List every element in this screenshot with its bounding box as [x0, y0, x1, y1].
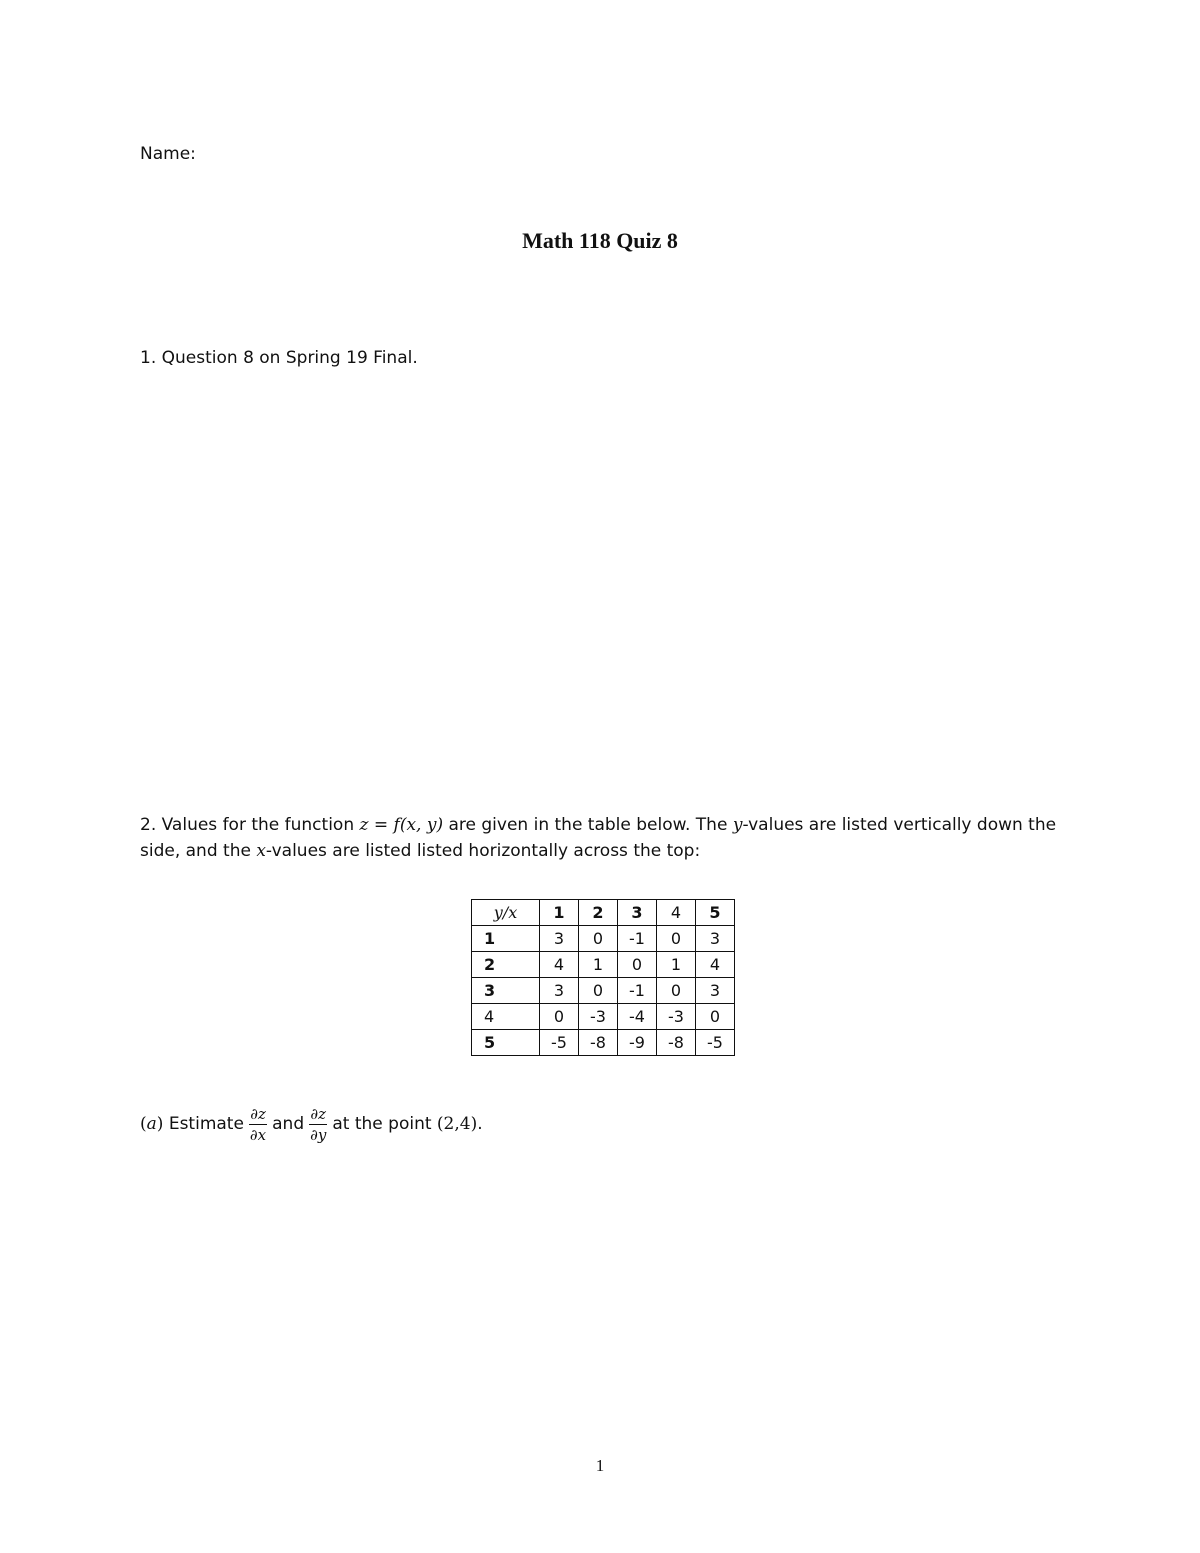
table-row: [472, 1030, 735, 1056]
table-cell: -1: [618, 978, 657, 1004]
part-a-label-close: ): [156, 1114, 164, 1134]
table-cell: -5: [540, 1030, 579, 1056]
table-cell: 4: [696, 952, 735, 978]
table-row: [472, 926, 735, 952]
table-cell: -3: [579, 1004, 618, 1030]
fraction-numerator: ∂z: [250, 1104, 266, 1123]
part-a-estimate: Estimate: [163, 1114, 244, 1134]
fraction-bar: [309, 1124, 327, 1125]
table-cell: -8: [657, 1030, 696, 1056]
part-a-point: (2,4): [436, 1114, 478, 1134]
table-col-header: 5: [696, 900, 735, 926]
table-cell: 0: [540, 1004, 579, 1030]
var-y: y: [732, 815, 743, 835]
table-cell: -3: [657, 1004, 696, 1030]
table-cell: 3: [696, 978, 735, 1004]
fraction-bar: [249, 1124, 267, 1125]
table-row-header: 1: [472, 926, 540, 952]
part-a-label-open: (: [140, 1114, 147, 1134]
func-f: f: [393, 815, 400, 835]
table-corner-cell: y/x: [472, 900, 540, 926]
question-2-text-4: -values are listed listed horizontally across the top:: [265, 841, 701, 861]
table-cell: 4: [540, 952, 579, 978]
table-col-header: 1: [540, 900, 579, 926]
table-cell: -1: [618, 926, 657, 952]
table-cell: 0: [579, 926, 618, 952]
table-row-header: 2: [472, 952, 540, 978]
table-cell: -5: [696, 1030, 735, 1056]
name-label: Name:: [140, 144, 196, 164]
table-cell: -8: [579, 1030, 618, 1056]
equals-sign: =: [368, 815, 394, 835]
table-row-header: 4: [472, 1004, 540, 1030]
table-cell: 0: [696, 1004, 735, 1030]
question-2-text-1: 2. Values for the function: [140, 815, 360, 835]
table-cell: 0: [579, 978, 618, 1004]
table-header-row: [472, 900, 735, 926]
fraction-denominator: ∂x: [249, 1125, 267, 1144]
table-row-header: 3: [472, 978, 540, 1004]
table-cell: -4: [618, 1004, 657, 1030]
var-x: x: [256, 841, 266, 861]
table-cell: 0: [657, 978, 696, 1004]
func-args: (x, y): [399, 815, 444, 835]
part-a-at-point: at the point: [332, 1114, 437, 1134]
table-col-header: 2: [579, 900, 618, 926]
table-cell: 1: [657, 952, 696, 978]
fraction-denominator: ∂y: [310, 1125, 327, 1144]
question-1: 1. Question 8 on Spring 19 Final.: [140, 348, 418, 368]
fraction-numerator: ∂z: [310, 1104, 327, 1123]
page-number: 1: [595, 1456, 605, 1475]
part-a-period: .: [477, 1114, 483, 1134]
table-cell: 0: [618, 952, 657, 978]
table-row: [472, 952, 735, 978]
table-row-header: 5: [472, 1030, 540, 1056]
question-2-text-2: are given in the table below. The: [443, 815, 733, 835]
table-cell: 0: [657, 926, 696, 952]
table-cell: 3: [696, 926, 735, 952]
table-cell: -9: [618, 1030, 657, 1056]
table-col-header: 4: [657, 900, 696, 926]
partial-z-x-fraction: [249, 1105, 267, 1144]
question-2: [140, 812, 1070, 864]
part-a-label-letter: a: [146, 1114, 157, 1134]
table-row: [472, 1004, 735, 1030]
var-z: z: [359, 815, 369, 835]
table-cell: 1: [579, 952, 618, 978]
question-2-text-3: -values are listed vertically down the side, and the: [140, 815, 1057, 861]
table-col-header: 3: [618, 900, 657, 926]
table-row: [472, 978, 735, 1004]
function-values-table: [471, 899, 735, 1056]
part-a-and: and: [272, 1114, 305, 1134]
page-title: Math 118 Quiz 8: [522, 228, 678, 253]
table-cell: 3: [540, 926, 579, 952]
table-cell: 3: [540, 978, 579, 1004]
partial-z-y-fraction: [309, 1105, 327, 1144]
part-a: [140, 1096, 483, 1152]
